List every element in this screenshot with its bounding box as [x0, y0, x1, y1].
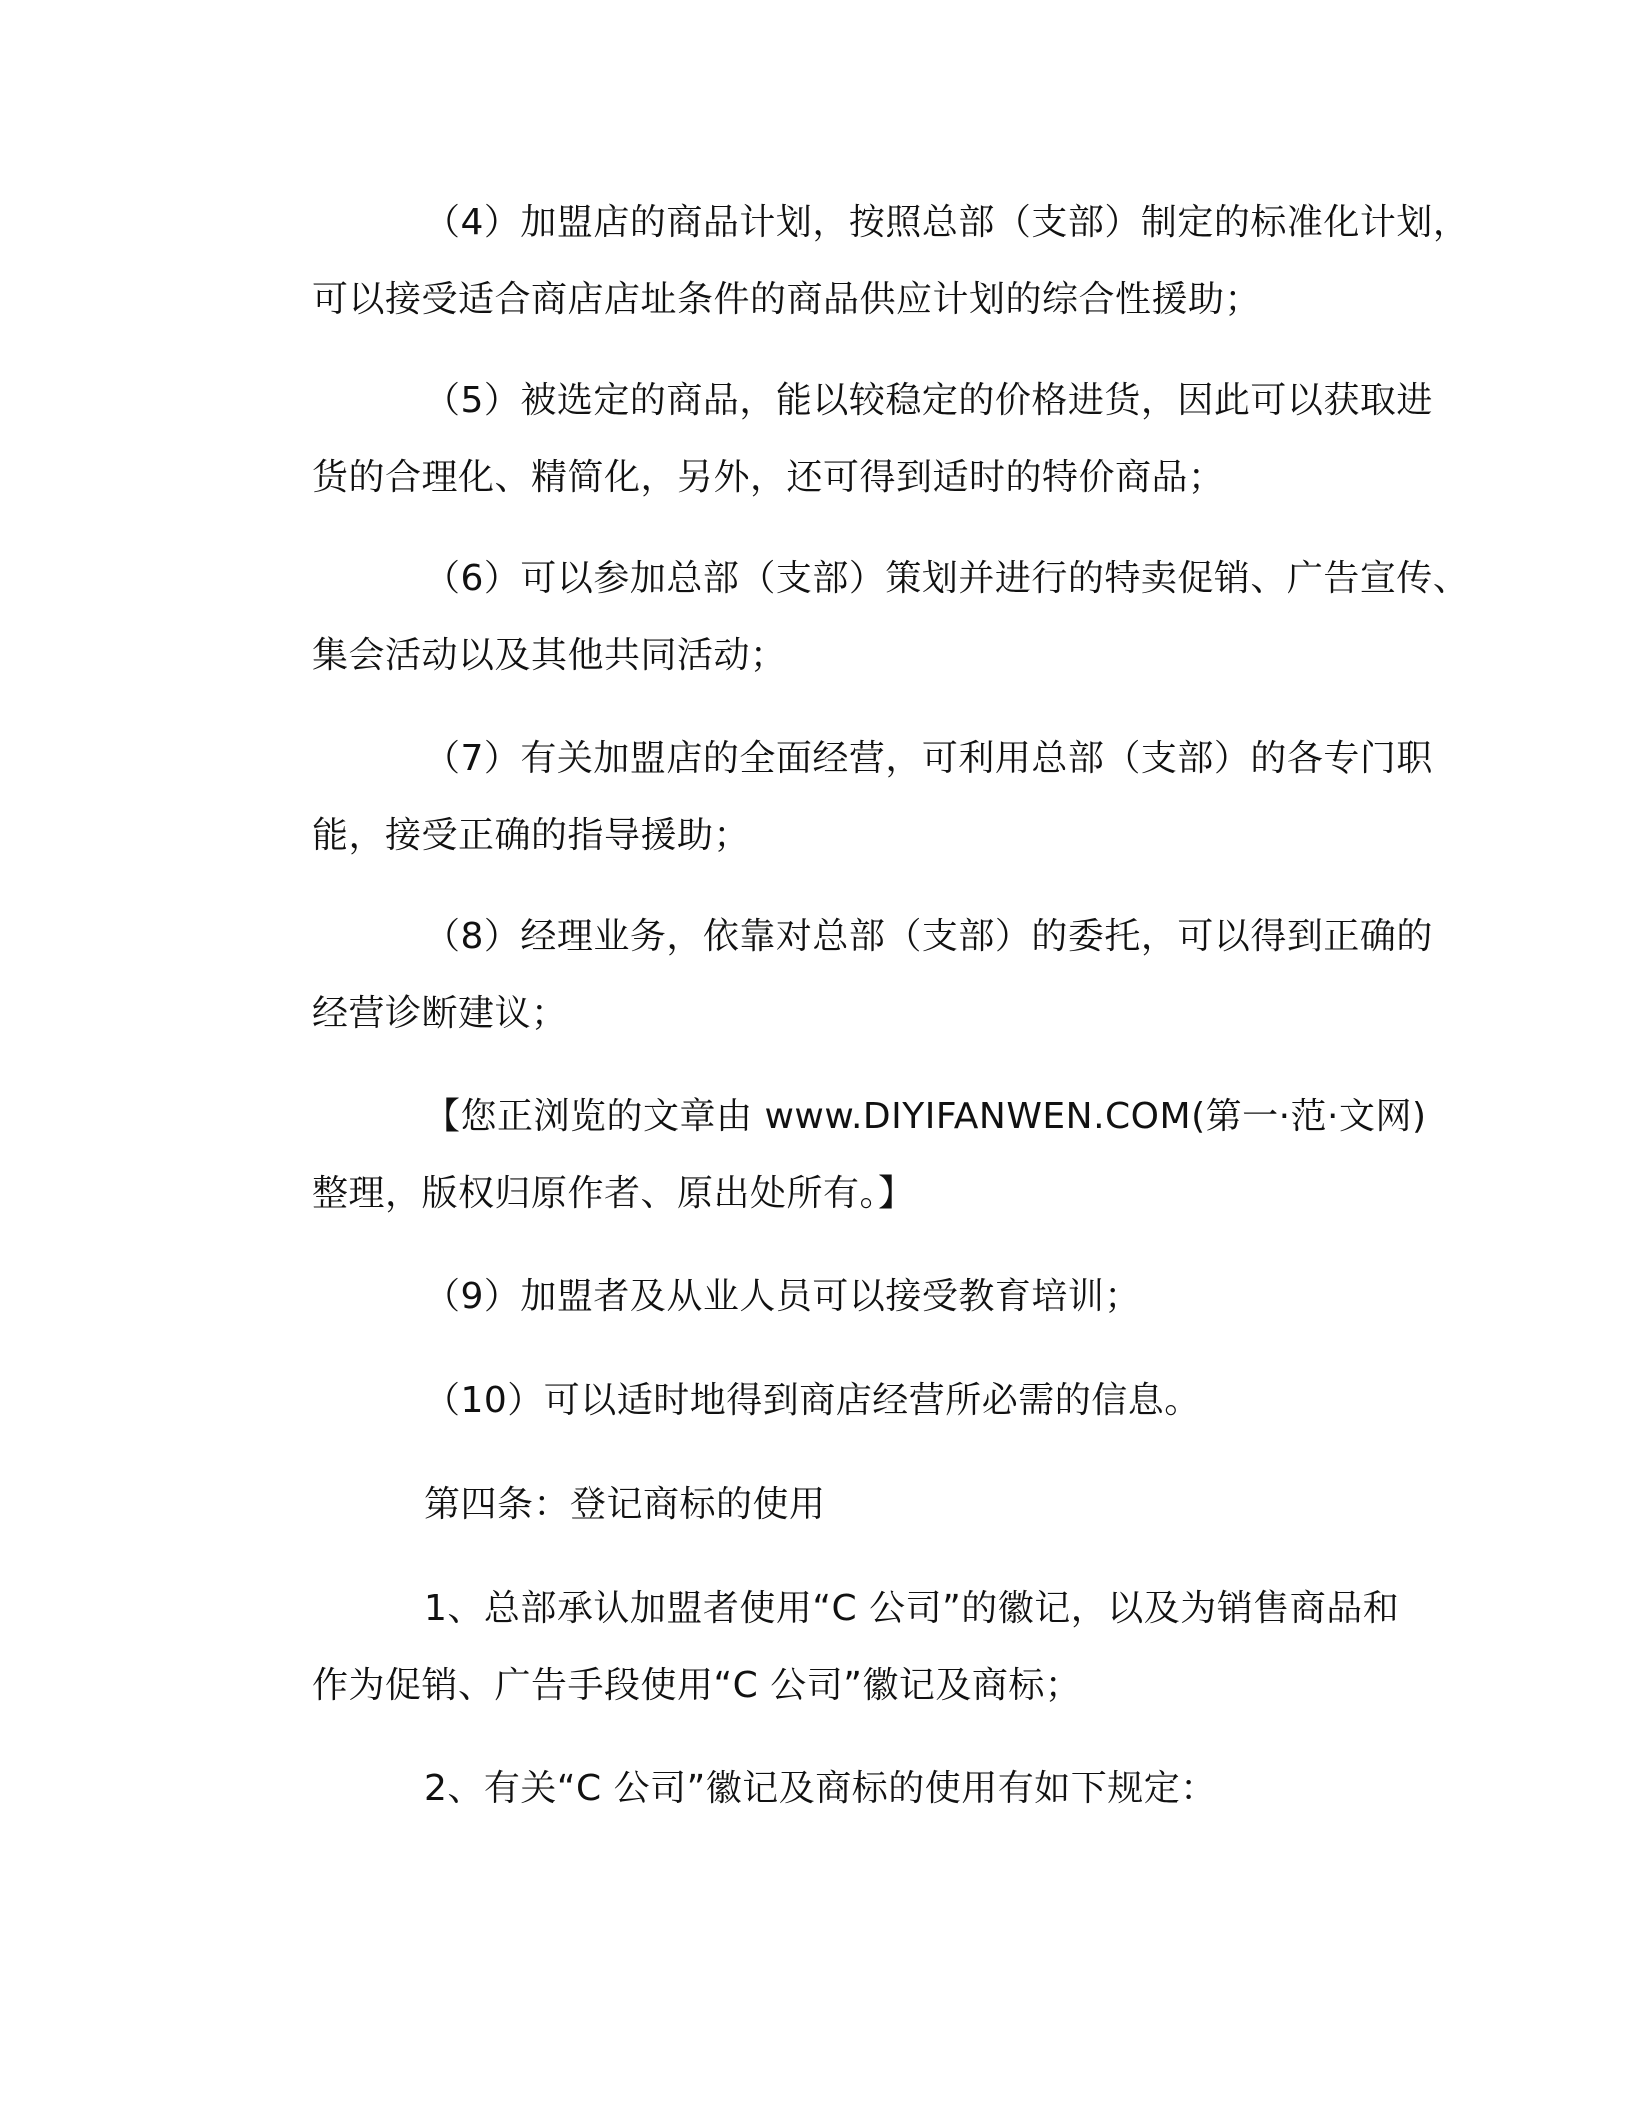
article-4-heading: [240, 1466, 1400, 1543]
paragraph-9: [240, 1258, 1400, 1335]
paragraph-4: [240, 184, 1470, 338]
paragraph-line: （7）有关加盟店的全面经营，可利用总部（支部）的各专门职: [424, 738, 1433, 779]
paragraph-line: （6）可以参加总部（支部）策划并进行的特卖促销、广告宣传、: [424, 558, 1470, 599]
copyright-notice: [240, 1078, 1427, 1232]
paragraph-line: （5）被选定的商品，能以较稳定的价格进货，因此可以获取进: [424, 380, 1433, 421]
paragraph-line: 【您正浏览的文章由 www.DIYIFANWEN.COM(第一·范·文网): [424, 1096, 1427, 1137]
paragraph-10: [240, 1362, 1400, 1439]
paragraph-line: 作为促销、广告手段使用“C 公司”徽记及商标；: [312, 1665, 1082, 1706]
paragraph-line: 经营诊断建议；: [312, 993, 568, 1034]
paragraph-5: [240, 362, 1433, 516]
paragraph-line: 货的合理化、精简化，另外，还可得到适时的特价商品；: [312, 457, 1225, 498]
paragraph-line: （4）加盟店的商品计划，按照总部（支部）制定的标准化计划，: [424, 202, 1470, 243]
paragraph-line: 第四条：登记商标的使用: [424, 1484, 826, 1525]
paragraph-8: [240, 898, 1433, 1052]
paragraph-line: 能，接受正确的指导援助；: [312, 815, 751, 856]
paragraph-line: （10）可以适时地得到商店经营所必需的信息。: [424, 1380, 1201, 1421]
paragraph-6: [240, 540, 1470, 694]
paragraph-line: （9）加盟者及从业人员可以接受教育培训；: [424, 1276, 1141, 1317]
paragraph-line: （8）经理业务，依靠对总部（支部）的委托，可以得到正确的: [424, 916, 1433, 957]
paragraph-line: 2、有关“C 公司”徽记及商标的使用有如下规定：: [424, 1768, 1217, 1809]
paragraph-line: 可以接受适合商店店址条件的商品供应计划的综合性援助；: [312, 279, 1262, 320]
paragraph-7: [240, 720, 1433, 874]
item-2: [240, 1750, 1400, 1827]
paragraph-line: 整理，版权归原作者、原出处所有。】: [312, 1173, 915, 1214]
paragraph-line: 1、总部承认加盟者使用“C 公司”的徽记，以及为销售商品和: [424, 1588, 1400, 1629]
paragraph-line: 集会活动以及其他共同活动；: [312, 635, 787, 676]
item-1: [240, 1570, 1400, 1724]
